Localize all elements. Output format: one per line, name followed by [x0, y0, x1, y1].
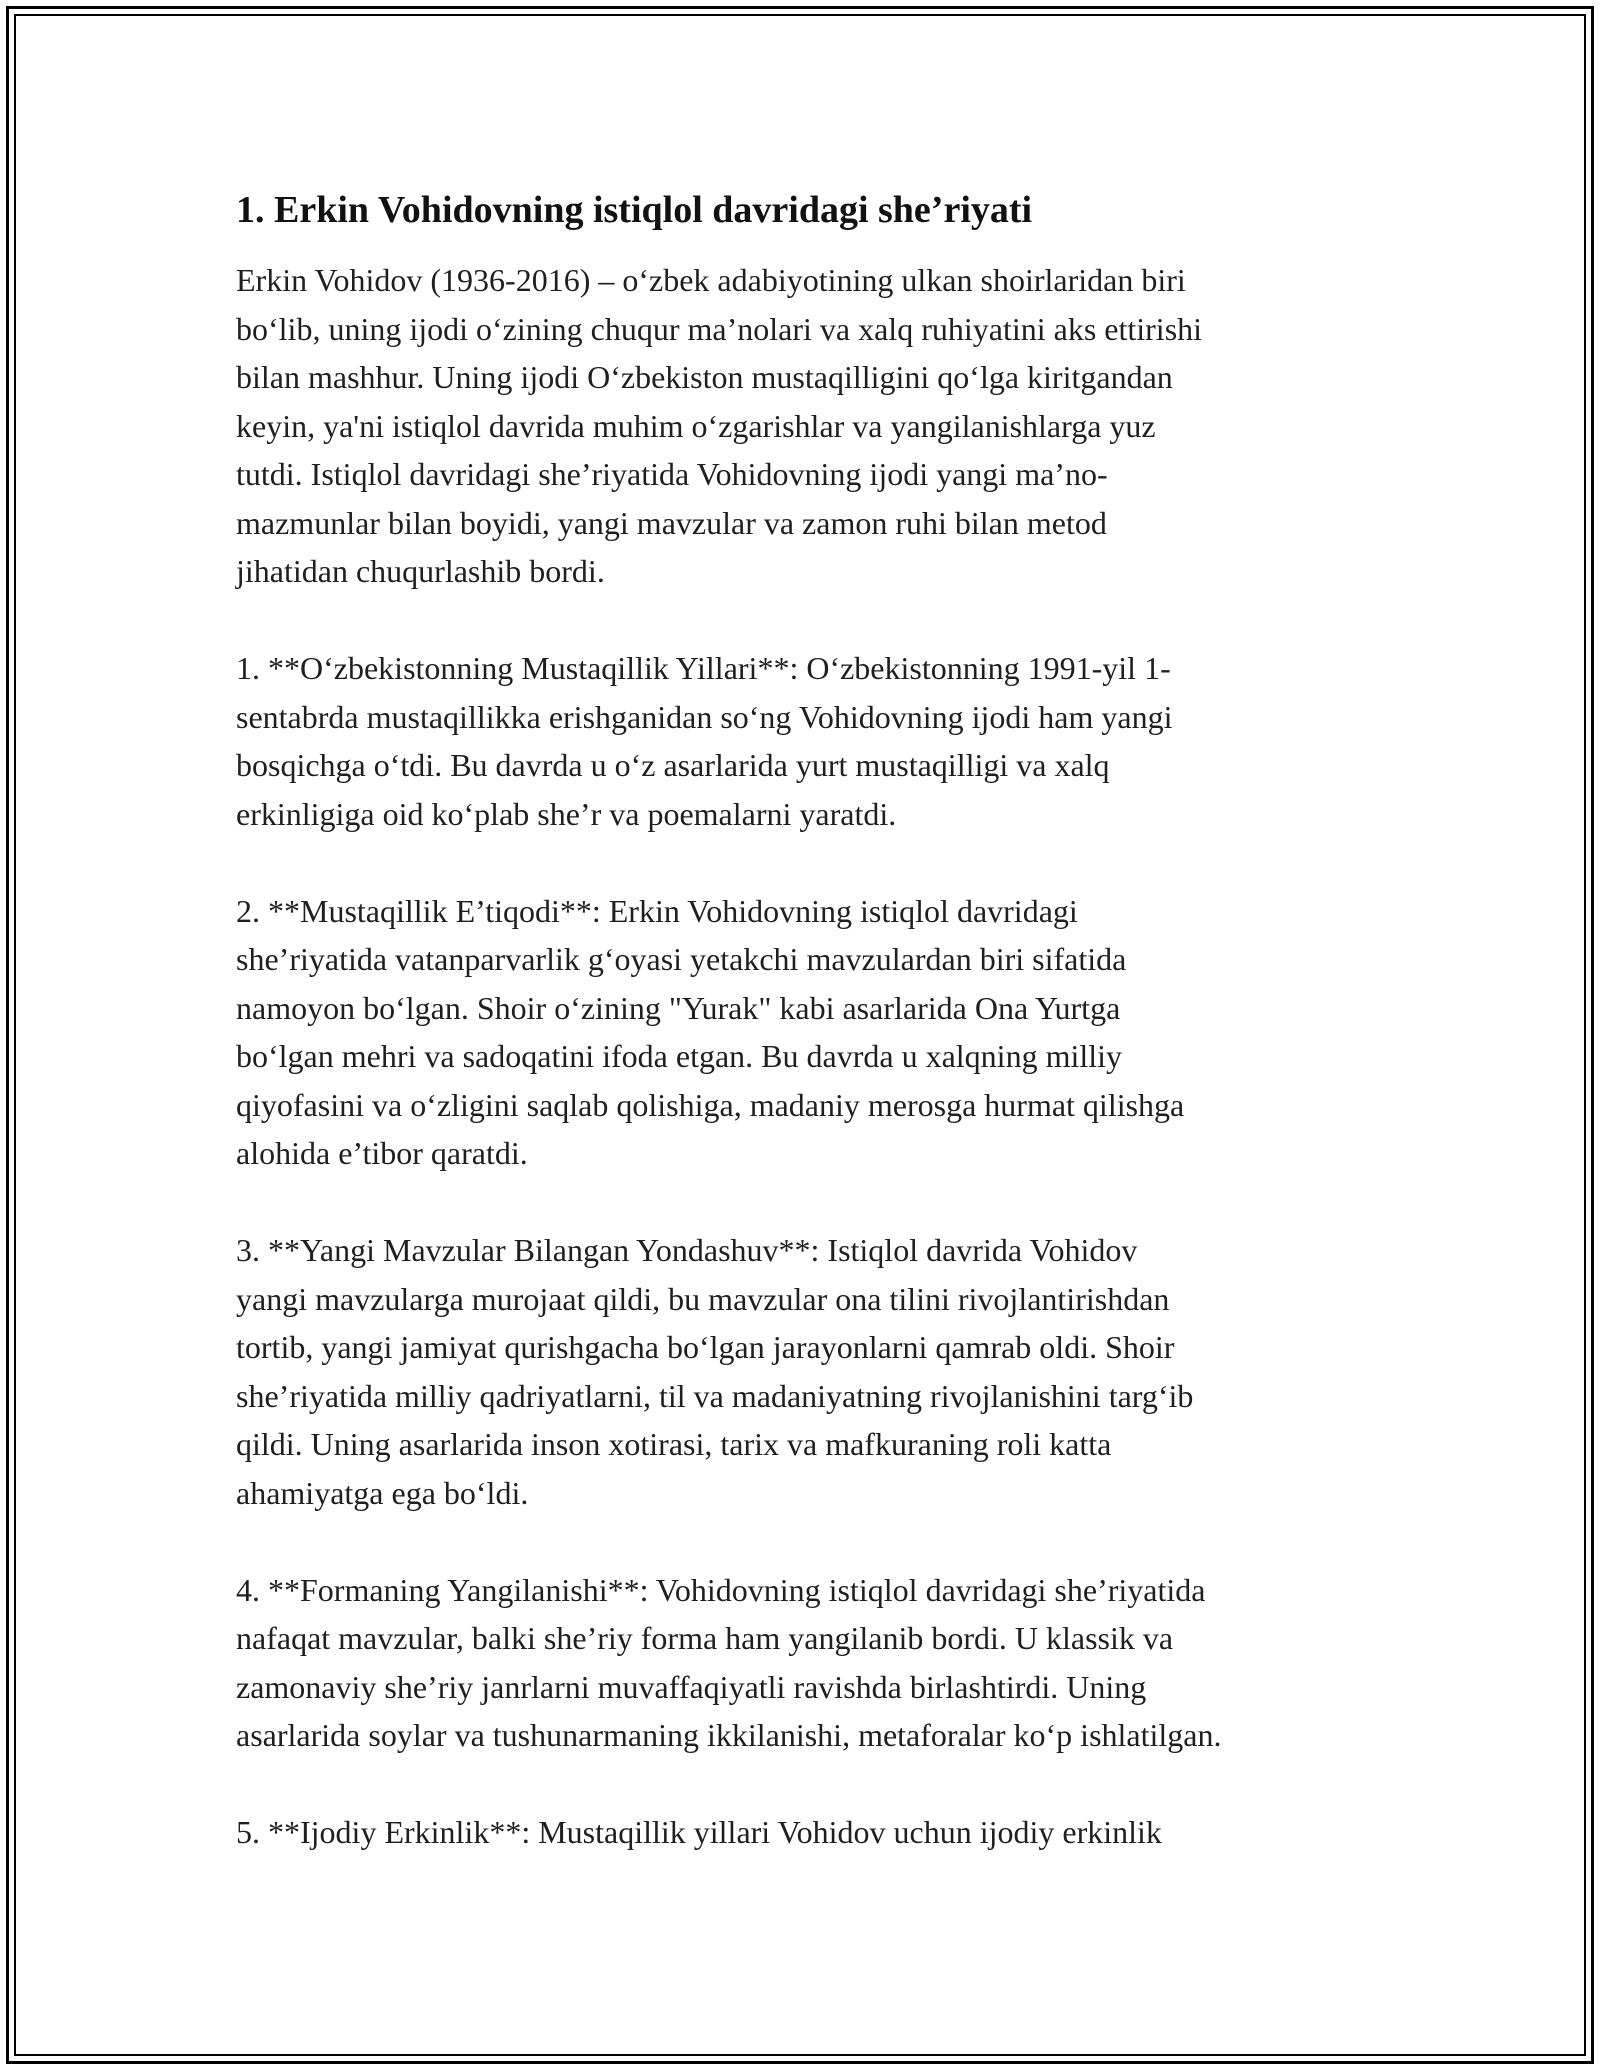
- text-line: 2. **Mustaqillik E’tiqodi**: Erkin Vohidovning istiqlol davridagi: [236, 892, 1078, 929]
- text-line: Erkin Vohidov (1936-2016) – o‘zbek adabiyotining ulkan shoirlaridan biri: [236, 262, 1186, 298]
- paragraph-list: [236, 256, 1386, 1857]
- text-line: nafaqat mavzular, balki she’riy forma ham yangilanib bordi. U klassik va: [236, 1620, 1174, 1656]
- text-line: namoyon bo‘lgan. Shoir o‘zining "Yurak" kabi asarlarida Ona Yurtga: [236, 989, 1121, 1026]
- text-line: asarlarida soylar va tushunarmaning ikkilanishi, metaforalar ko‘p ishlatilgan.: [236, 1717, 1222, 1753]
- paragraph: [236, 1566, 1386, 1760]
- paragraph: [236, 1808, 1386, 1857]
- text-line: mazmunlar bilan boyidi, yangi mavzular va zamon ruhi bilan metod: [236, 504, 1107, 541]
- document-title: 1. Erkin Vohidovning istiqlol davridagi she’riyati: [236, 189, 1033, 231]
- text-line: she’riyatida vatanparvarlik g‘oyasi yetakchi mavzulardan biri sifatida: [236, 941, 1127, 977]
- text-line: qildi. Uning asarlarida inson xotirasi, tarix va mafkuraning roli katta: [236, 1426, 1112, 1462]
- text-line: tortib, yangi jamiyat qurishgacha bo‘lgan jarayonlarni qamrab oldi. Shoir: [236, 1329, 1175, 1365]
- paragraph: [236, 1226, 1386, 1517]
- text-line: keyin, ya'ni istiqlol davrida muhim o‘zgarishlar va yangilanishlarga yuz: [236, 407, 1156, 444]
- text-line: alohida e’tibor qaratdi.: [236, 1135, 528, 1171]
- paragraph: [236, 256, 1386, 596]
- text-line: 5. **Ijodiy Erkinlik**: Mustaqillik yillari Vohidov uchun ijodiy erkinlik: [236, 1814, 1162, 1850]
- text-line: qiyofasini va o‘zligini saqlab qolishiga, madaniy merosga hurmat qilishga: [236, 1086, 1185, 1123]
- text-line: yangi mavzularga murojaat qildi, bu mavzular ona tilini rivojlantirishdan: [236, 1280, 1170, 1317]
- text-line: tutdi. Istiqlol davridagi she’riyatida Vohidovning ijodi yangi ma’no-: [236, 456, 1108, 492]
- text-line: 1. **O‘zbekistonning Mustaqillik Yillari**: O‘zbekistonning 1991-yil 1-: [236, 650, 1171, 686]
- text-line: 4. **Formaning Yangilanishi**: Vohidovning istiqlol davridagi she’riyatida: [236, 1571, 1206, 1608]
- paragraph: [236, 887, 1386, 1178]
- text-line: bilan mashhur. Uning ijodi O‘zbekiston mustaqilligini qo‘lga kiritgandan: [236, 359, 1173, 395]
- document-body: [236, 186, 1386, 1857]
- text-line: ahamiyatga ega bo‘ldi.: [236, 1474, 529, 1511]
- text-line: 3. **Yangi Mavzular Bilangan Yondashuv**: Istiqlol davrida Vohidov: [236, 1232, 1138, 1268]
- text-line: zamonaviy she’riy janrlarni muvaffaqiyatli ravishda birlashtirdi. Uning: [236, 1668, 1147, 1705]
- text-line: erkinligiga oid ko‘plab she’r va poemalarni yaratdi.: [236, 795, 897, 832]
- text-line: she’riyatida milliy qadriyatlarni, til va madaniyatning rivojlanishini targ‘ib: [236, 1377, 1194, 1414]
- paragraph: [236, 644, 1386, 838]
- text-line: sentabrda mustaqillikka erishganidan so‘ng Vohidovning ijodi ham yangi: [236, 698, 1173, 735]
- text-line: bosqichga o‘tdi. Bu davrda u o‘z asarlarida yurt mustaqilligi va xalq: [236, 747, 1110, 783]
- text-line: bo‘lib, uning ijodi o‘zining chuqur ma’nolari va xalq ruhiyatini aks ettirishi: [236, 310, 1203, 347]
- text-line: bo‘lgan mehri va sadoqatini ifoda etgan. Bu davrda u xalqning milliy: [236, 1038, 1123, 1074]
- text-line: jihatidan chuqurlashib bordi.: [236, 553, 605, 589]
